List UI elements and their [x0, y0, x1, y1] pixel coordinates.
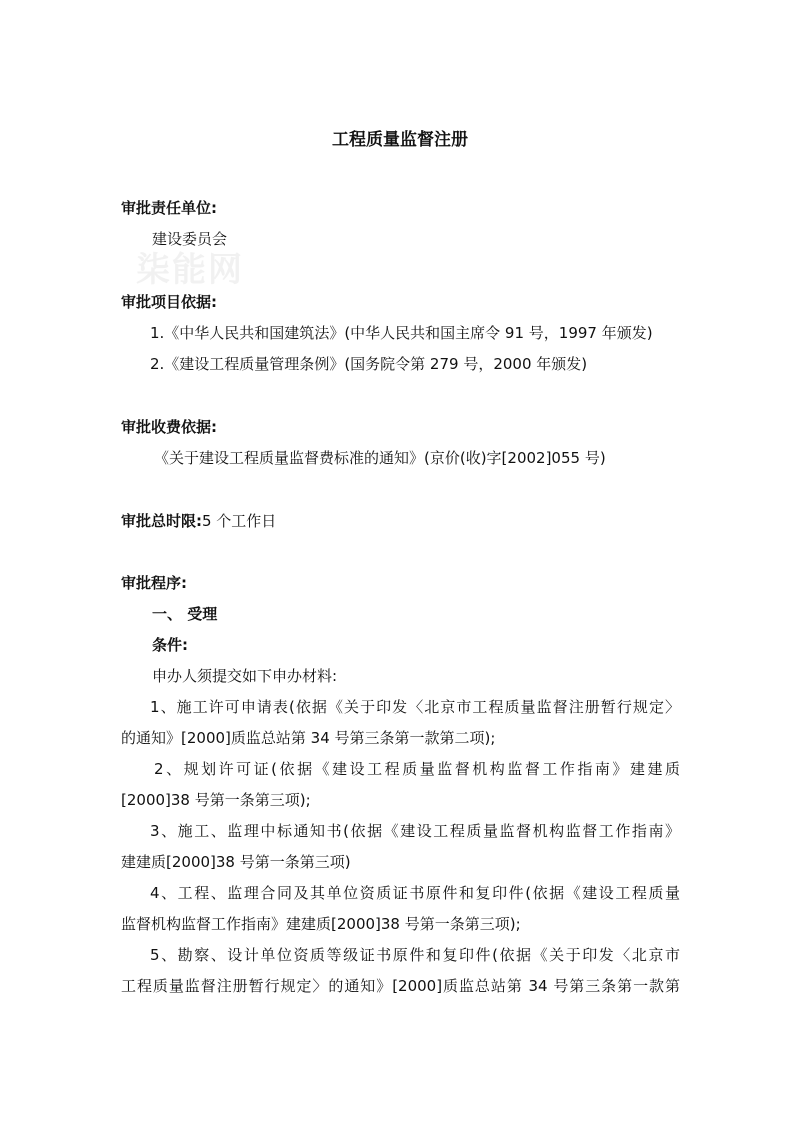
material-item-3-line-1: 3、施工、监理中标通知书(依据《建设工程质量监督机构监督工作指南》	[150, 822, 680, 840]
basis-item-2: 2.《建设工程质量管理条例》(国务院令第 279 号，2000 年颁发)	[150, 355, 588, 373]
material-item-2-line-2: [2000]38 号第一条第三项);	[121, 791, 311, 809]
basis-label: 审批项目依据:	[121, 293, 217, 311]
material-item-4-line-1: 4、工程、监理合同及其单位资质证书原件和复印件(依据《建设工程质量	[150, 884, 680, 902]
approving-unit-label: 审批责任单位:	[121, 199, 217, 217]
fee-basis-label: 审批收费依据:	[121, 418, 217, 436]
basis-item-1: 1.《中华人民共和国建筑法》(中华人民共和国主席令 91 号，1997 年颁发)	[150, 324, 653, 342]
time-limit-label: 审批总时限:	[121, 512, 202, 530]
time-limit-row	[121, 511, 276, 531]
material-item-4-line-2: 监督机构监督工作指南》建建质[2000]38 号第一条第三项);	[121, 915, 521, 933]
fee-basis-value: 《关于建设工程质量监督费标准的通知》(京价(收)字[2002]055 号)	[154, 449, 606, 467]
condition-label: 条件:	[152, 636, 188, 654]
material-item-1-line-2: 的通知》[2000]质监总站第 34 号第三条第一款第二项);	[121, 729, 496, 747]
material-item-3-line-2: 建建质[2000]38 号第一条第三项)	[121, 853, 351, 871]
procedure-label: 审批程序:	[121, 574, 187, 592]
material-item-5-line-2: 工程质量监督注册暂行规定〉的通知》[2000]质监总站第 34 号第三条第一款第	[121, 977, 680, 995]
material-item-5-line-1: 5、勘察、设计单位资质等级证书原件和复印件(依据《关于印发〈北京市	[150, 946, 680, 964]
page-title: 工程质量监督注册	[332, 130, 468, 150]
material-item-2-line-1: 2、规划许可证(依据《建设工程质量监督机构监督工作指南》建建质	[154, 760, 680, 778]
material-item-1-line-1: 1、施工许可申请表(依据《关于印发〈北京市工程质量监督注册暂行规定〉	[150, 698, 680, 716]
procedure-step: 一、 受理	[152, 605, 218, 623]
time-limit-value: 5 个工作日	[202, 512, 277, 530]
materials-intro: 申办人须提交如下申办材料:	[152, 667, 338, 685]
watermark: 柒能网	[136, 250, 244, 290]
approving-unit-value: 建设委员会	[152, 230, 228, 248]
